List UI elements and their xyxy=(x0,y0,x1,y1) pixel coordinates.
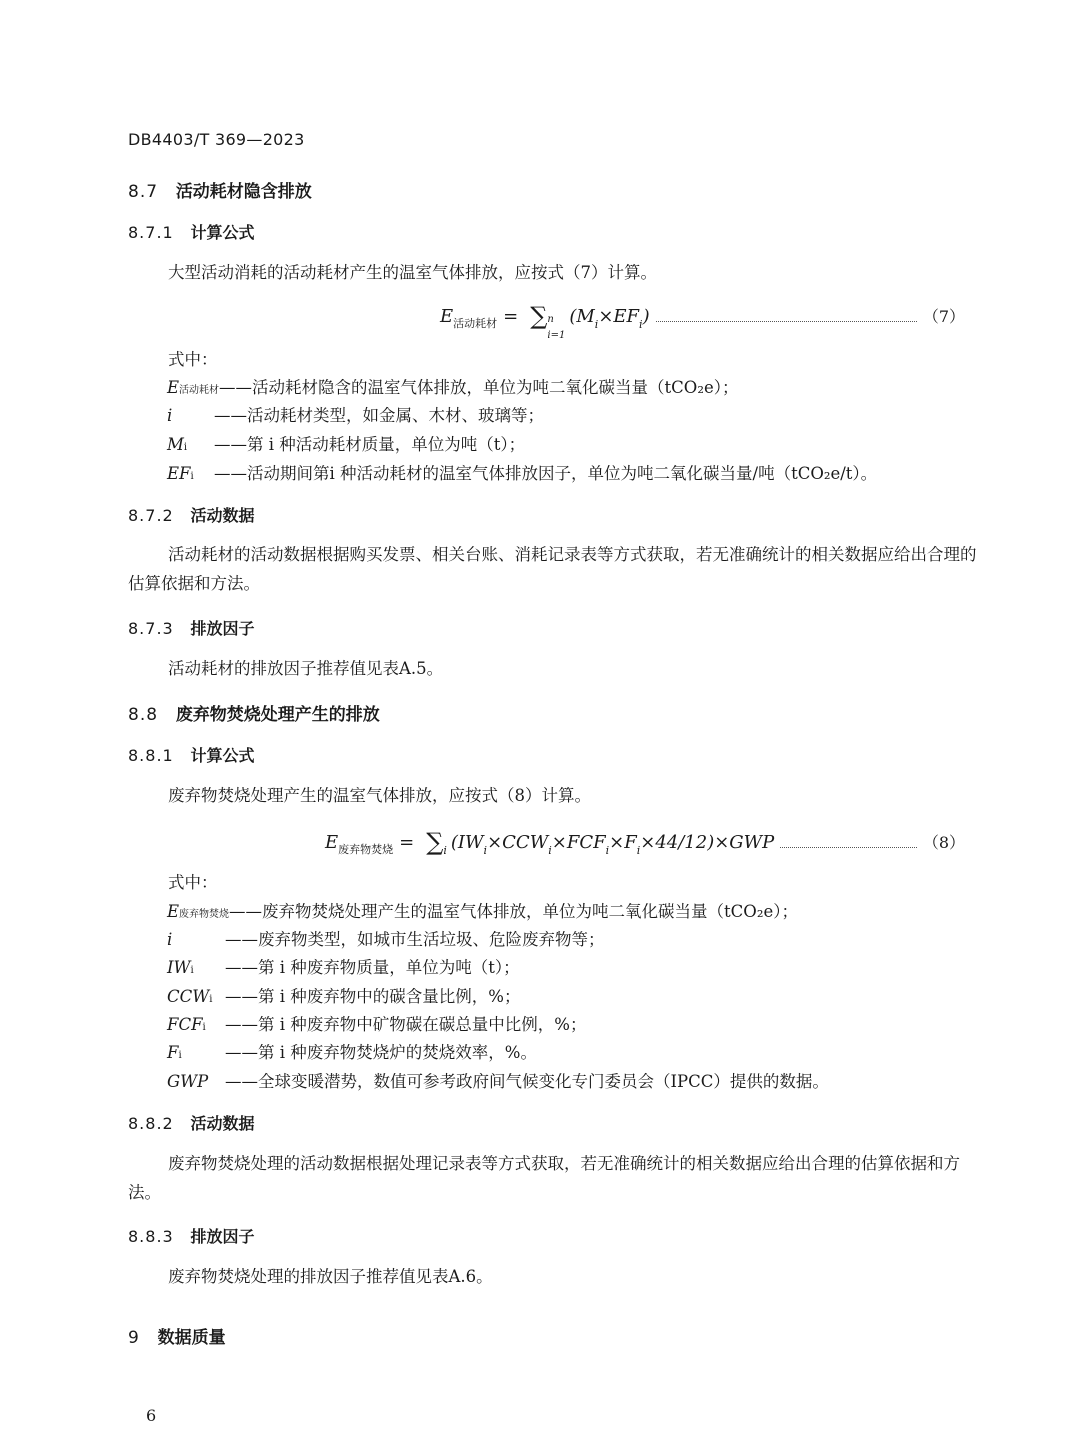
formula-term: ) xyxy=(642,306,650,327)
where-label: 式中： xyxy=(168,873,218,892)
formula-subscript: i xyxy=(636,844,641,857)
section-title: 排放因子 xyxy=(190,1227,255,1246)
formula-equals: = xyxy=(399,832,415,853)
formula-equals: = xyxy=(503,306,519,327)
section-title: 活动耗材隐含排放 xyxy=(175,182,312,202)
formula-term: (M xyxy=(569,306,595,327)
definition-row xyxy=(167,460,877,484)
paragraph-8-7-3: 活动耗材的排放因子推荐值见表A.5。 xyxy=(168,659,444,678)
section-8-7-heading xyxy=(128,177,312,202)
document-header: DB4403/T 369—2023 xyxy=(128,130,305,149)
definition-row xyxy=(167,402,544,426)
section-8-8-1-heading xyxy=(128,743,254,766)
formula-subscript: i xyxy=(483,844,488,857)
definition-text: ——全球变暖潜势，数值可参考政府间气候变化专门委员会（IPCC）提供的数据。 xyxy=(225,1072,829,1091)
section-number: 8.8.3 xyxy=(128,1227,174,1246)
definition-symbol: CCWi xyxy=(167,987,213,1006)
formula-lhs-subscript: 活动耗材 xyxy=(453,317,498,330)
section-title: 排放因子 xyxy=(190,619,255,638)
definition-row xyxy=(167,374,738,398)
definition-text: ——第 i 种废弃物中的碳含量比例，%； xyxy=(225,987,521,1006)
definition-row xyxy=(167,898,798,922)
section-number: 8.8.1 xyxy=(128,746,174,765)
definition-row xyxy=(167,431,525,455)
definition-symbol: E活动耗材 xyxy=(167,378,220,397)
definition-text: ——活动耗材类型，如金属、木材、玻璃等； xyxy=(214,406,544,425)
definition-symbol: Mi xyxy=(167,435,188,454)
formula-term: ×EF xyxy=(598,306,640,327)
definition-text: ——第 i 种废弃物质量，单位为吨（t）； xyxy=(225,958,520,977)
section-number: 8.8 xyxy=(128,705,159,725)
dot-leader xyxy=(780,846,917,848)
definition-text: ——第 i 种废弃物中矿物碳在碳总量中比例，%； xyxy=(225,1015,587,1034)
sigma-lower: i xyxy=(443,844,447,857)
section-number: 8.7 xyxy=(128,182,159,202)
formula-term: ×F xyxy=(609,832,637,853)
formula-term: (IW xyxy=(450,832,484,853)
definition-row xyxy=(167,1011,586,1035)
section-title: 活动数据 xyxy=(190,506,255,525)
definition-symbol: i xyxy=(167,930,173,949)
section-8-8-2-heading xyxy=(128,1111,254,1134)
definition-text: ——第 i 种活动耗材质量，单位为吨（t）； xyxy=(214,435,526,454)
definition-row xyxy=(167,1068,829,1092)
paragraph-8-7-1: 大型活动消耗的活动耗材产生的温室气体排放，应按式（7）计算。 xyxy=(168,263,657,282)
formula-subscript: i xyxy=(605,844,610,857)
formula-subscript: i xyxy=(639,318,643,331)
formula-lhs-subscript: 废弃物焚烧 xyxy=(338,843,394,856)
section-8-8-3-heading xyxy=(128,1224,254,1247)
definition-text: ——废弃物焚烧处理产生的温室气体排放，单位为吨二氧化碳当量（tCO₂e）； xyxy=(229,902,798,921)
definition-symbol: EFi xyxy=(167,464,194,483)
formula-8 xyxy=(325,826,965,857)
section-8-7-2-heading xyxy=(128,503,254,526)
page-number: 6 xyxy=(146,1406,157,1425)
definition-row xyxy=(167,926,605,950)
formula-number: （8） xyxy=(922,833,965,852)
formula-lhs: E xyxy=(325,832,339,853)
section-title: 计算公式 xyxy=(190,223,255,242)
section-title: 计算公式 xyxy=(190,746,255,765)
definition-text: ——活动耗材隐含的温室气体排放，单位为吨二氧化碳当量（tCO₂e）； xyxy=(219,378,739,397)
section-9-heading xyxy=(128,1323,226,1348)
paragraph-8-8-1: 废弃物焚烧处理产生的温室气体排放，应按式（8）计算。 xyxy=(168,786,591,805)
section-number: 8.7.2 xyxy=(128,506,174,525)
definition-symbol: IWi xyxy=(167,958,194,977)
sigma-symbol: ∑ xyxy=(426,828,444,856)
paragraph-8-7-2: 活动耗材的活动数据根据购买发票、相关台账、消耗记录表等方式获取，若无准确统计的相关数据应给出合理的估算依据和方法。 xyxy=(128,545,977,593)
section-title: 活动数据 xyxy=(190,1114,255,1133)
definition-symbol: E废弃物焚烧 xyxy=(167,902,230,921)
section-8-7-3-heading xyxy=(128,616,254,639)
definition-text: ——废弃物类型，如城市生活垃圾、危险废弃物等； xyxy=(225,930,605,949)
sigma-lower: i=1 xyxy=(547,330,566,341)
definition-symbol: GWP xyxy=(167,1072,209,1091)
where-label: 式中： xyxy=(168,350,218,369)
definition-row xyxy=(167,1039,537,1063)
definition-row xyxy=(167,954,520,978)
dot-leader xyxy=(656,320,917,322)
section-number: 8.8.2 xyxy=(128,1114,174,1133)
formula-number: （7） xyxy=(922,307,965,326)
formula-lhs: E xyxy=(440,306,454,327)
definition-symbol: i xyxy=(167,406,173,425)
section-8-8-heading xyxy=(128,700,380,725)
formula-7 xyxy=(440,300,965,341)
formula-subscript: i xyxy=(594,318,599,331)
section-number: 8.7.1 xyxy=(128,223,174,242)
section-8-7-1-heading xyxy=(128,220,254,243)
paragraph-8-8-2: 废弃物焚烧处理的活动数据根据处理记录表等方式获取，若无准确统计的相关数据应给出合理的估算依据和方法。 xyxy=(128,1154,960,1202)
definition-text: ——第 i 种废弃物焚烧炉的焚烧效率，%。 xyxy=(225,1043,537,1062)
section-number: 9 xyxy=(128,1328,140,1348)
definition-row xyxy=(167,983,520,1007)
definition-text: ——活动期间第i 种活动耗材的温室气体排放因子，单位为吨二氧化碳当量/吨（tCO₂e/t）。 xyxy=(214,464,878,483)
section-number: 8.7.3 xyxy=(128,619,174,638)
section-title: 数据质量 xyxy=(157,1328,226,1348)
sigma-limits xyxy=(547,315,565,341)
formula-term: ×44/12)×GWP xyxy=(640,832,775,853)
formula-term: ×FCF xyxy=(551,832,606,853)
sigma-symbol: ∑ xyxy=(530,302,548,330)
definition-symbol: FCFi xyxy=(167,1015,206,1034)
formula-subscript: i xyxy=(548,844,552,857)
definition-symbol: Fi xyxy=(167,1043,182,1062)
paragraph-8-8-3: 废弃物焚烧处理的排放因子推荐值见表A.6。 xyxy=(168,1267,493,1286)
sigma-upper: n xyxy=(547,314,554,325)
section-title: 废弃物焚烧处理产生的排放 xyxy=(175,705,380,725)
formula-term: ×CCW xyxy=(487,832,549,853)
